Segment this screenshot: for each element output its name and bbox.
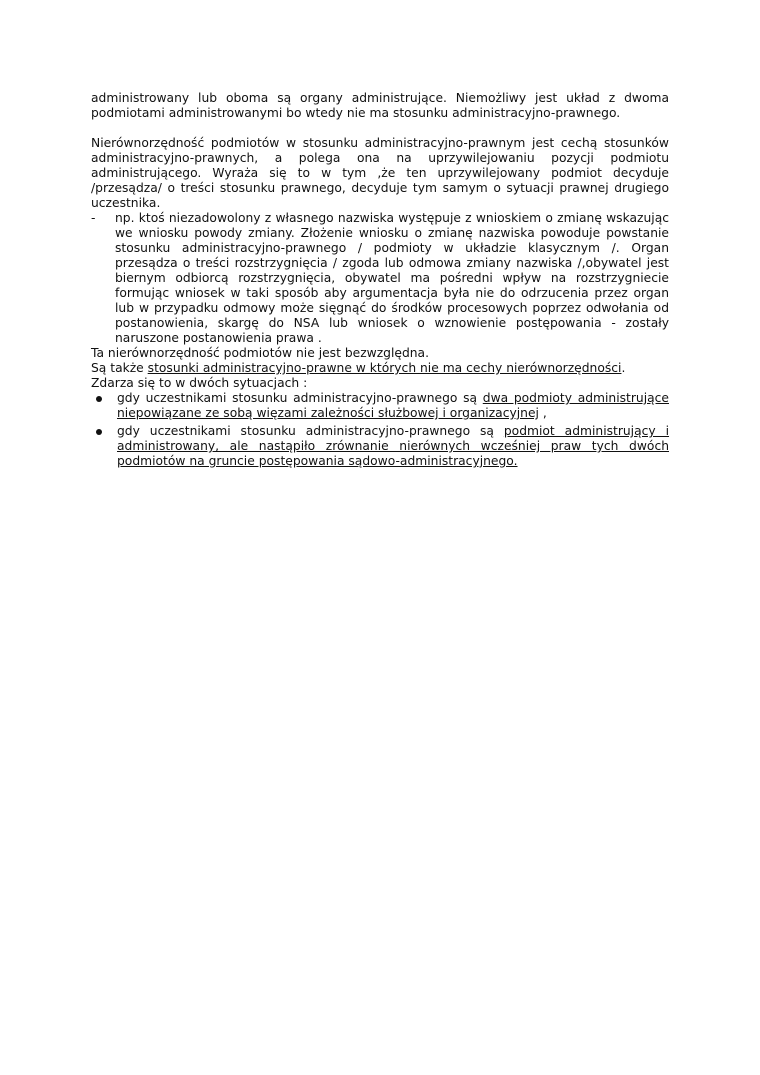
bullet-icon [96,429,102,435]
dash-marker: - [91,211,96,225]
bullet-item [91,391,669,421]
paragraph-intro: administrowany lub oboma są organy administrujące. Niemożliwy jest układ z dwoma podmiotami administrowanymi bo wtedy nie ma stosunku administracyjno-prawnego. [91,91,669,120]
line-also-prefix: Są także [91,361,148,375]
document-body [91,91,669,472]
dash-list-item [91,211,669,346]
dash-item-text: np. ktoś niezadowolony z własnego nazwiska występuje z wnioskiem o zmianę wskazując we wniosku powody zmiany. Złożenie wniosku o zmianę nazwiska powoduje powstanie stosunku administracyjno-prawnego / podmioty w układzie klasycznym /. Organ przesądza o treści rozstrzygnięcia / zgoda lub odmowa zmiany nazwiska /,obywatel jest biernym odbiorcą rozstrzygnięcia, obywatel ma pośredni wpływ na rozstrzygniecie formując wniosek w taki sposób aby argumentacja była nie do odrzucenia przez organ lub w przypadku odmowy może sięgnąć do środków procesowych poprzez odwołania od postanowienia, skargę do NSA lub wniosek o wznowienie postępowania - zostały naruszone postanowienia prawa . [115,211,669,345]
bullet-prefix: gdy uczestnikami stosunku administracyjno-prawnego są [117,424,504,438]
line-also-relations [91,361,669,376]
bullet-prefix: gdy uczestnikami stosunku administracyjno-prawnego są [117,391,483,405]
bullet-underlined: podmiot administrujący i administrowany, ale nastąpiło zrównanie nierównych wcześniej praw tych dwóch podmiotów na gruncie postępowania sądowo-administracyjnego. [117,424,670,468]
bullet-suffix: , [538,406,547,420]
bullet-icon [96,396,102,402]
bullet-item [91,424,669,469]
line-two-situations: Zdarza się to w dwóch sytuacjach : [91,376,308,390]
line-also-suffix: . [621,361,626,375]
bullet-underlined: dwa podmioty administrujące [482,391,669,405]
line-not-absolute: Ta nierównorzędność podmiotów nie jest bezwzględna. [91,346,429,360]
line-also-underlined: stosunki administracyjno-prawne w których nie ma cechy nierównorzędności [147,361,622,375]
paragraph-gap [91,121,669,136]
bullet-list [91,391,669,469]
bullet-underlined: niepowiązane ze sobą więzami zależności służbowej i organizacyjnej [117,406,539,420]
paragraph-inequality: Nierównorzędność podmiotów w stosunku administracyjno-prawnym jest cechą stosunków administracyjno-prawnych, a polega ona na uprzywilejowaniu pozycji podmiotu administrującego. Wyraża się to w tym ,że ten uprzywilejowany podmiot decyduje /przesądza/ o treści stosunku prawnego, decyduje tym samym o sytuacji prawnej drugiego uczestnika. [91,136,669,210]
